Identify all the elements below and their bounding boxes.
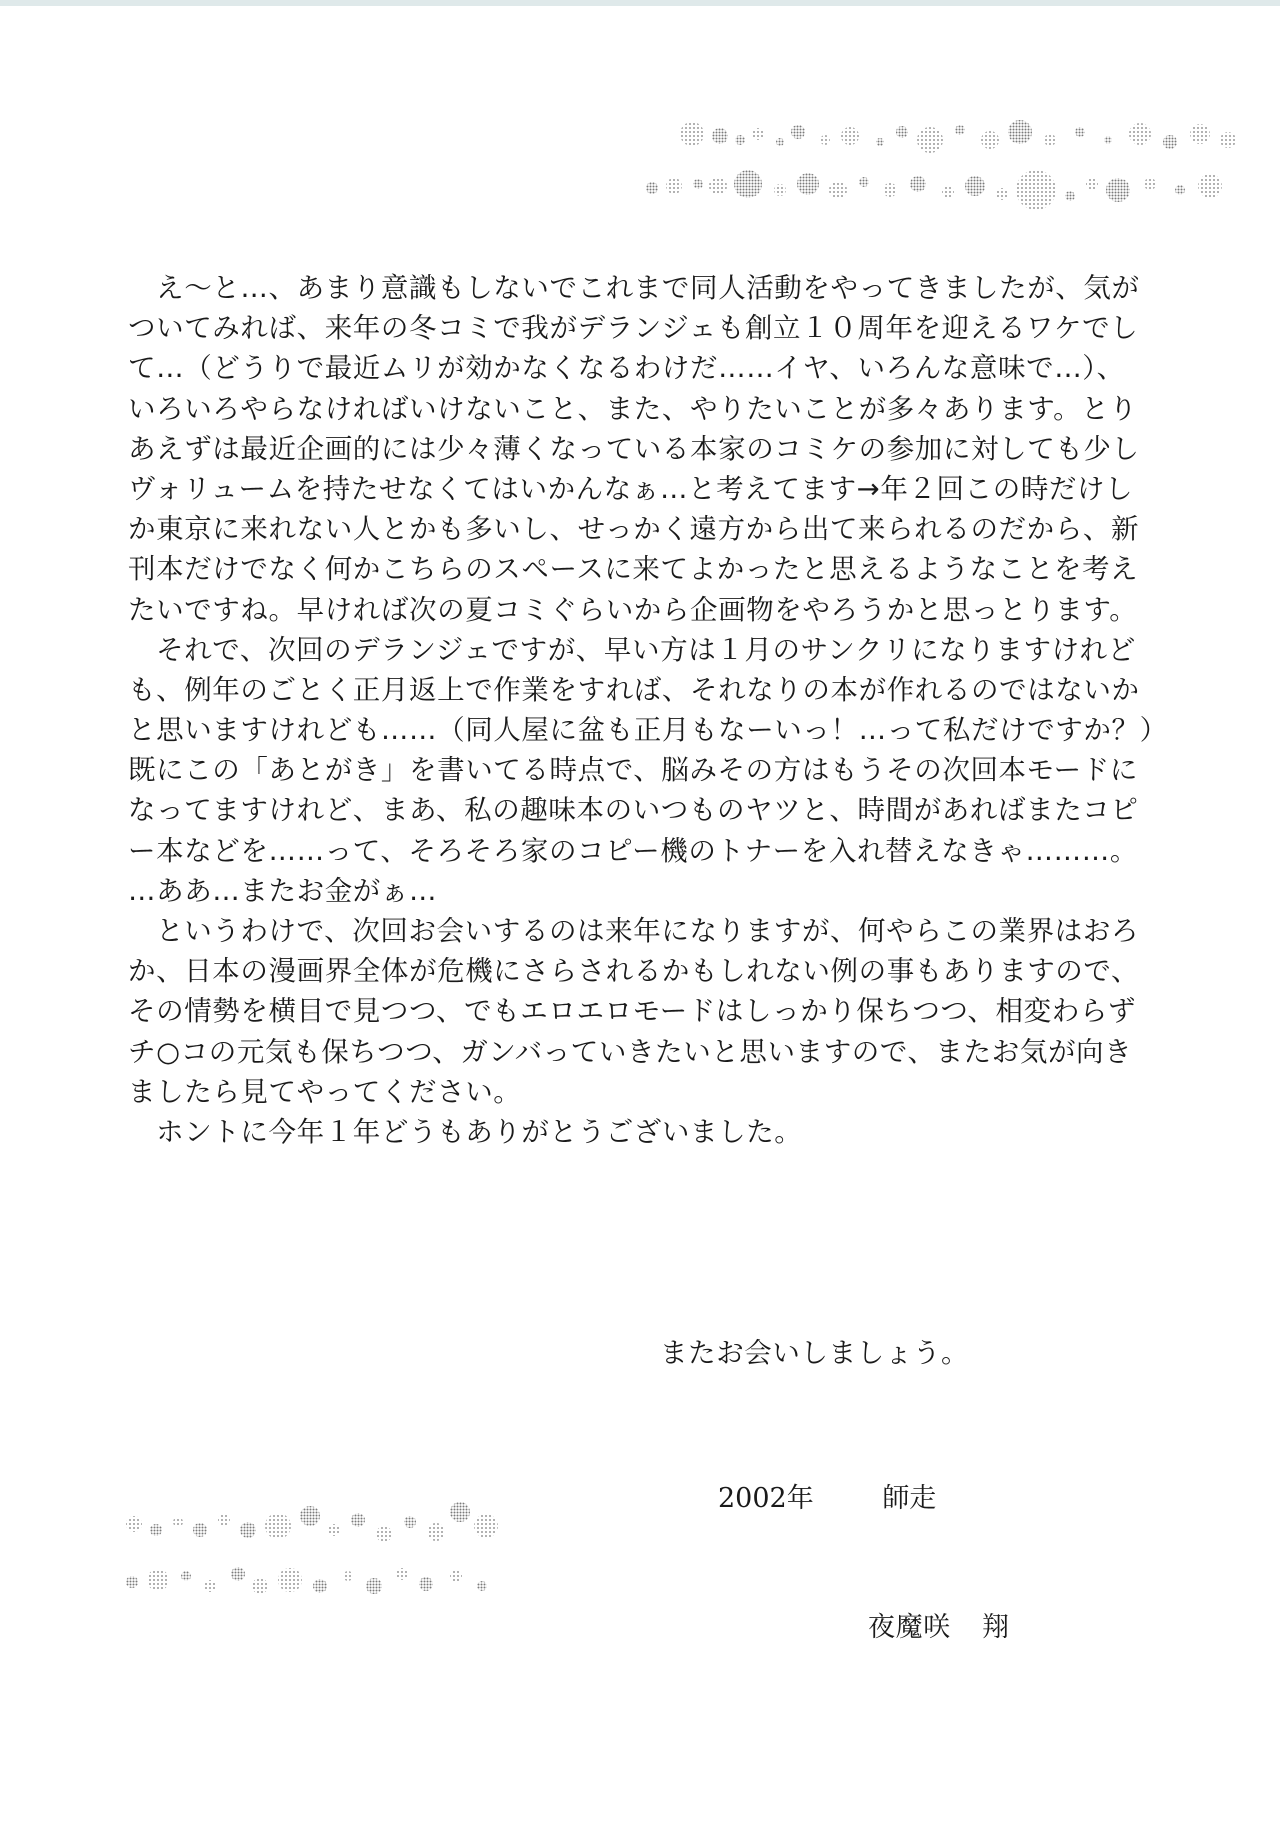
dot-decoration-bottom — [120, 1490, 620, 1610]
letter-line: ヴォリュームを持たせなくてはいかんなぁ…と考えてます→年２回この時だけし — [128, 472, 1134, 505]
date-line — [718, 1476, 936, 1515]
letter-line: て…（どうりで最近ムリが効かなくなるわけだ……イヤ、いろんな意味で…）、 — [128, 352, 1125, 385]
letter-line: か東京に来れない人とかも多いし、せっかく遠方から出て来られるのだから、新 — [128, 513, 1140, 546]
letter-line: それで、次回のデランジェですが、早い方は１月のサンクリになりますけれど — [128, 633, 1136, 666]
letter-line: その情勢を横目で見つつ、でもエロエロモードはしっかり保ちつつ、相変わらず — [128, 995, 1137, 1028]
letter-line: というわけで、次回お会いするのは来年になりますが、何やらこの業界はおろ — [128, 915, 1140, 947]
letter-line: え〜と…、あまり意識もしないでこれまで同人活動をやってきましたが、気が — [128, 272, 1140, 304]
letter-line: なってますけれど、まあ、私の趣味本のいつものヤツと、時間があればまたコピ — [128, 794, 1139, 827]
letter-line: ついてみれば、来年の冬コミで我がデランジェも創立１０周年を迎えるワケでし — [128, 312, 1139, 345]
letter-line: も、例年のごとく正月返上で作業をすれば、それなりの本が作れるのではないか — [128, 673, 1140, 706]
letter-line: か、日本の漫画界全体が危機にさらされるかもしれない例の事もありますので、 — [128, 955, 1140, 988]
author-given-name: 翔 — [982, 1612, 1010, 1643]
author-signature — [868, 1605, 1010, 1644]
date-month: 師走 — [882, 1483, 937, 1514]
dot-pattern-top-svg — [640, 110, 1260, 220]
letter-line: 刊本だけでなく何かこちらのスペースに来てよかったと思えるようなことを考え — [128, 553, 1139, 586]
dot-pattern-bottom-svg — [120, 1490, 620, 1610]
letter-line: …ああ…またお金がぁ… — [128, 874, 438, 907]
letter-line: ー本などを……って、そろそろ家のコピー機のトナーを入れ替えなきゃ………。 — [128, 834, 1138, 867]
letter-line: 既にこの「あとがき」を書いてる時点で、脳みその方はもうその次回本モードに — [128, 754, 1138, 787]
author-family-name: 夜魔咲 — [868, 1612, 951, 1643]
letter-line: ホントに今年１年どうもありがとうございました。 — [128, 1115, 803, 1148]
letter-line: たいですね。早ければ次の夏コミぐらいから企画物をやろうかと思っとります。 — [128, 593, 1138, 626]
letter-line: チ○コの元気も保ちつつ、ガンバっていきたいと思いますので、またお気が向き — [128, 1035, 1133, 1068]
page-top-edge — [0, 0, 1280, 6]
letter-line: と思いますけれども……（同人屋に盆も正月もなーいっ！…って私だけですか？） — [128, 714, 1168, 747]
letter-line: ましたら見てやってください。 — [128, 1075, 522, 1108]
closing-line: またお会いしましょう。 — [660, 1337, 970, 1369]
date-year: 2002年 — [718, 1483, 814, 1514]
dot-decoration-top — [640, 110, 1260, 220]
letter-line: いろいろやらなければいけないこと、また、やりたいことが多々あります。とり — [128, 392, 1138, 425]
letter-body — [128, 268, 1228, 1152]
letter-line: あえずは最近企画的には少々薄くなっている本家のコミケの参加に対しても少し — [128, 432, 1140, 465]
